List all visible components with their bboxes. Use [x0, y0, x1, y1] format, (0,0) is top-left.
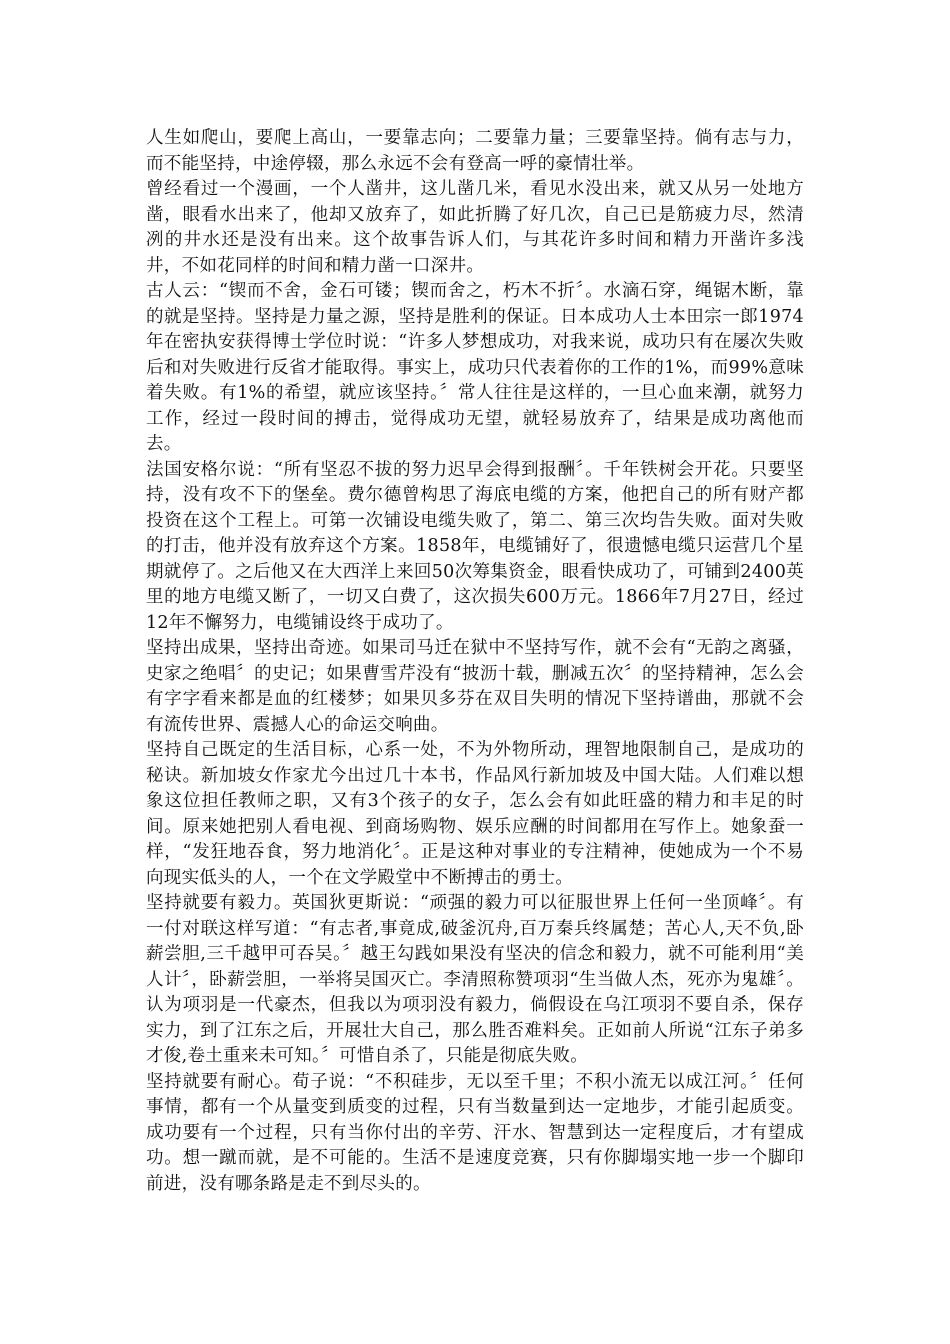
paragraph-5: 坚持出成果，坚持出奇迹。如果司马迁在狱中不坚持写作，就不会有“无韵之离骚，史家之绝唱〞的史记；如果曹雪芹没有“披沥十载，删减五次〞的坚持精神，怎么会有字字看来都是血的红楼梦；如果贝多芬在双目失明的情况下坚持谱曲，那就不会有流传世界、震撼人心的命运交响曲。 [146, 638, 804, 735]
paragraph-7: 坚持就要有毅力。英国狄更斯说：“顽强的毅力可以征服世界上任何一坐顶峰〞。有一付对联这样写道：“有志者,事竟成,破釜沉舟,百万秦兵终属楚；苦心人,天不负,卧薪尝胆,三千越甲可吞吴。〞越王勾践如果没有坚决的信念和毅力，就不可能利用“美人计〞，卧薪尝胆，一举将吴国灭亡。李清照称赞项羽“生当做人杰，死亦为鬼雄〞。认为项羽是一代豪杰，但我以为项羽没有毅力，倘假设在乌江项羽不要自杀，保存实力，到了江东之后，开展壮大自己，那么胜否难料矣。正如前人所说“江东子弟多才俊,卷土重来未可知。〞可惜自杀了，只能是彻底失败。 [146, 893, 804, 1066]
paragraph-6: 坚持自己既定的生活目标，心系一处，不为外物所动，理智地限制自己，是成功的秘诀。新加坡女作家尤今出过几十本书，作品风行新加坡及中国大陆。人们难以想象这位担任教师之职，又有3个孩子的女子，怎么会有如此旺盛的精力和丰足的时间。原来她把别人看电视、到商场购物、娱乐应酬的时间都用在写作上。她象蚕一样，“发狂地吞食，努力地消化〞。正是这种对事业的专注精神，使她成为一个不易向现实低头的人，一个在文学殿堂中不断搏击的勇士。 [146, 740, 804, 888]
paragraph-3: 古人云：“锲而不舍，金石可镂；锲而舍之，朽木不折〞。水滴石穿，绳锯木断，靠的就是坚持。坚持是力量之源，坚持是胜利的保证。日本成功人士本田宗一郎1974年在密执安获得博士学位时说：“许多人梦想成功，对我来说，成功只有在屡次失败后和对失败进行反省才能取得。事实上，成功只代表着你的工作的1%，而99%意味着失败。有1%的希望，就应该坚持。〞常人往往是这样的，一旦心血来潮，就努力工作，经过一段时间的搏击，觉得成功无望，就轻易放弃了，结果是成功离他而去。 [146, 281, 804, 454]
paragraph-8: 坚持就要有耐心。荀子说：“不积硅步，无以至千里；不积小流无以成江河。〞任何事情，都有一个从量变到质变的过程，只有当数量到达一定地步，才能引起质变。成功要有一个过程，只有当你付出的辛劳、汗水、智慧到达一定程度后，才有望成功。想一蹴而就，是不可能的。生活不是速度竞赛，只有你脚塌实地一步一个脚印前进，没有哪条路是走不到尽头的。 [146, 1071, 804, 1194]
paragraph-1: 人生如爬山，要爬上高山，一要靠志向；二要靠力量；三要靠坚持。倘有志与力，而不能坚持，中途停辍，那么永远不会有登高一呼的豪情壮举。 [146, 128, 804, 174]
article-body [146, 126, 804, 1197]
paragraph-4: 法国安格尔说：“所有坚忍不拔的努力迟早会得到报酬〞。千年铁树会开花。只要坚持，没有攻不下的堡垒。费尔德曾构思了海底电缆的方案，他把自己的所有财产都投资在这个工程上。可第一次铺设电缆失败了，第二、第三次均告失败。面对失败的打击，他并没有放弃这个方案。1858年，电缆铺好了，很遗憾电缆只运营几个星期就停了。之后他又在大西洋上来回50次筹集资金，眼看快成功了，可铺到2400英里的地方电缆又断了，一切又白费了，这次损失600万元。1866年7月27日，经过12年不懈努力，电缆铺设终于成功了。 [146, 459, 804, 633]
paragraph-2: 曾经看过一个漫画，一个人凿井，这儿凿几米，看见水没出来，就又从另一处地方凿，眼看水出来了，他却又放弃了，如此折腾了好几次，自己已是筋疲力尽，然清冽的井水还是没有出来。这个故事告诉人们，与其花许多时间和精力开凿许多浅井，不如花同样的时间和精力凿一口深井。 [146, 179, 804, 276]
